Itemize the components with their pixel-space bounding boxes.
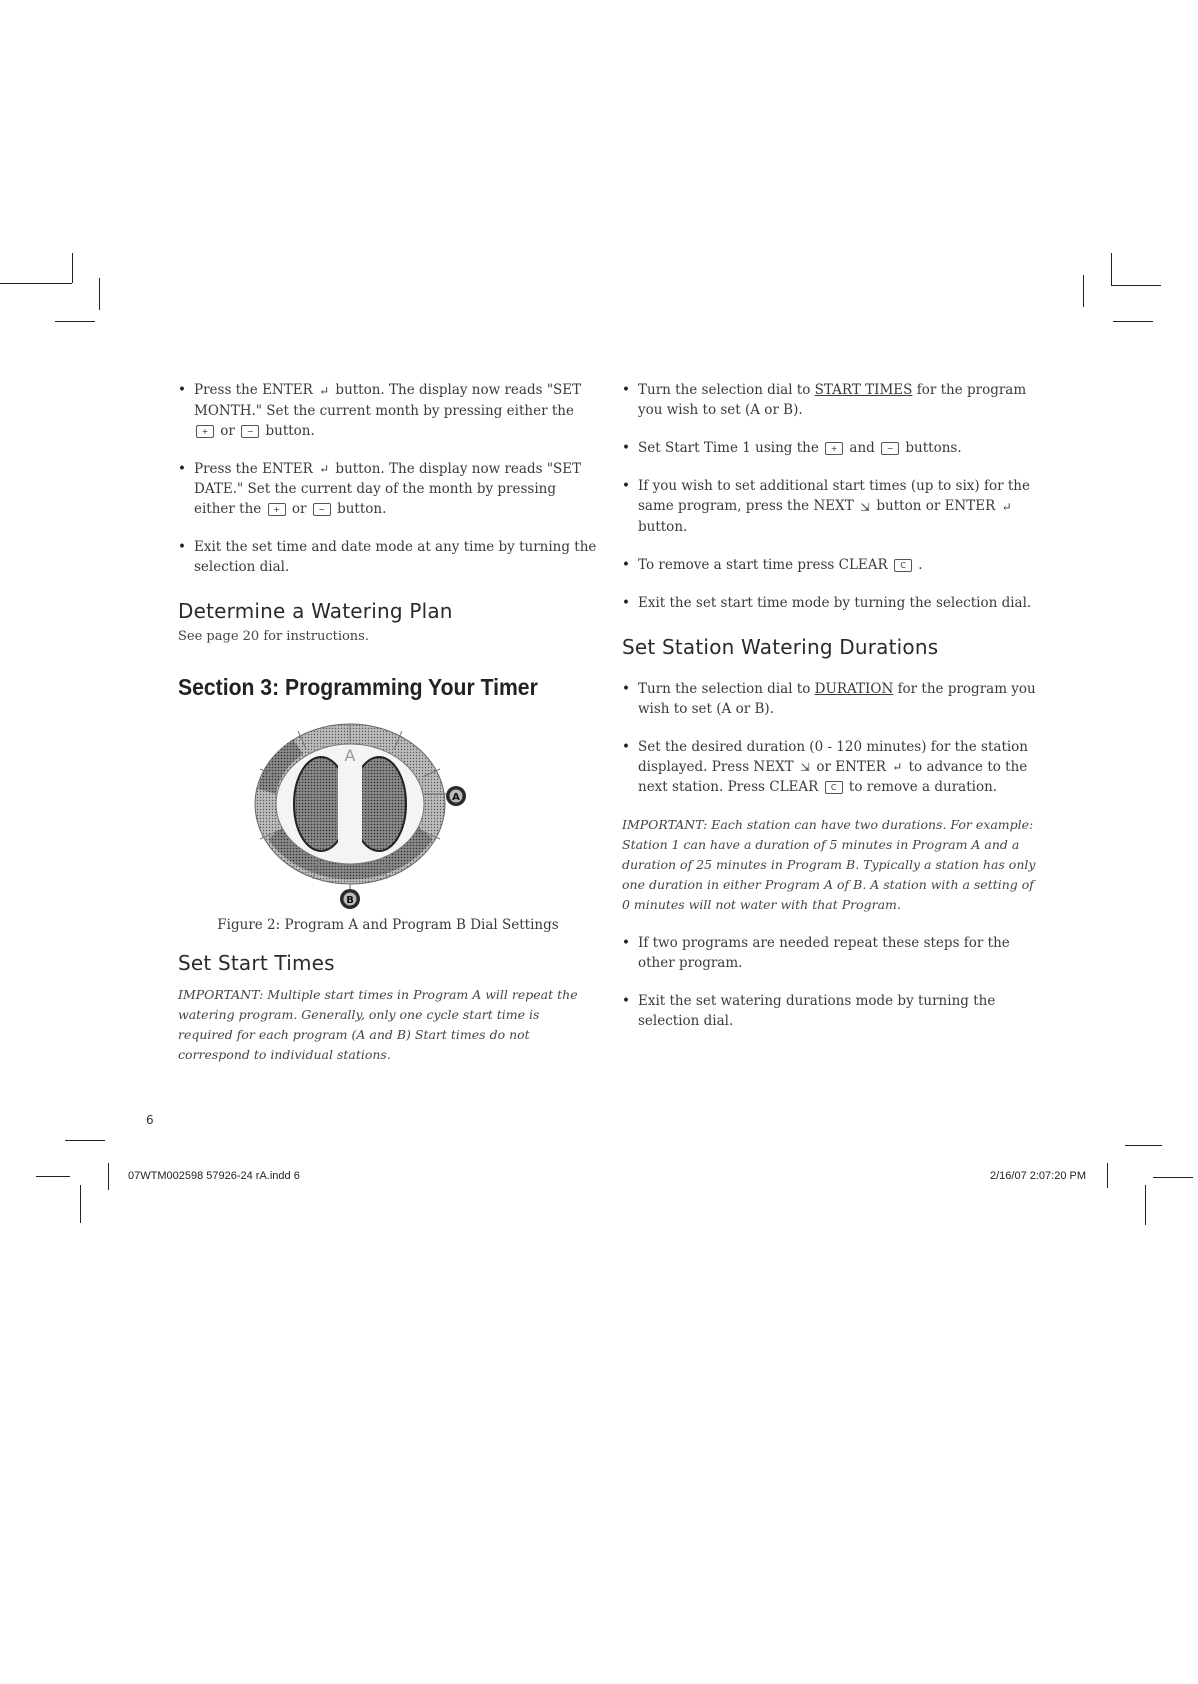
crop-mark-tr-v2 [1083, 275, 1084, 307]
bullet-remove-start [622, 555, 1040, 575]
enter-key-icon: ↵ [892, 760, 903, 774]
crop-mark-bl-h2 [36, 1176, 70, 1177]
bullet-text: Turn the selection dial to [638, 382, 811, 398]
program-a-label: A [452, 792, 460, 803]
bullet-text: and [849, 440, 875, 456]
enter-key-icon: ↵ [319, 462, 330, 476]
crop-mark-br-v [1107, 1163, 1108, 1188]
bullet-text: Turn the selection dial to [638, 680, 811, 697]
crop-mark-tl-v2 [99, 278, 100, 310]
start-times-heading: Set Start Times [178, 951, 335, 975]
bullet-set-month [178, 380, 598, 441]
crop-mark-tl-h2 [55, 321, 95, 322]
minus-key-icon: − [881, 442, 899, 455]
bullet-text: Exit the set time and date mode at any time by turning the selection dial. [194, 539, 597, 575]
plus-key-icon: + [825, 442, 843, 455]
dial-knob [294, 757, 406, 851]
watering-plan-heading: Determine a Watering Plan [178, 599, 453, 623]
durations-important: IMPORTANT: Each station can have two durations. For example: Station 1 can have a duration of 5 minutes in Program A and a duration of 25 minutes in Program B. Typically a station has only one duration in either Program A of B. A station with a setting of 0 minutes will not water with that Program. [622, 817, 1036, 912]
bullet-text: button. The display now reads "SET MONTH." Set the current month by pressing either the [194, 382, 582, 419]
crop-mark-bl-h [65, 1140, 105, 1141]
bullet-text: button. [265, 422, 315, 439]
bullet-text: button. The display now reads "SET DATE." Set the current day of the month by pressing either the [194, 460, 582, 517]
minus-key-icon: − [241, 425, 259, 438]
watering-plan-note: See page 20 for instructions. [178, 629, 369, 644]
crop-mark-bl-v2 [80, 1185, 81, 1223]
next-key-icon: ⇲ [800, 760, 811, 774]
figure-caption: Figure 2: Program A and Program B Dial Settings [217, 917, 559, 933]
crop-mark-tr-h2 [1113, 321, 1153, 322]
bullet-text: button. [638, 518, 688, 535]
bullet-set-duration [622, 737, 1040, 798]
crop-mark-bl-v [108, 1163, 109, 1190]
footer-file-slug: 07WTM002598 57926-24 rA.indd 6 [128, 1170, 300, 1182]
clear-key-icon: C [894, 559, 912, 572]
bullet-text: Exit the set watering durations mode by turning the selection dial. [638, 993, 996, 1029]
bullet-text: Press the ENTER [194, 382, 313, 398]
enter-key-icon: ↵ [1001, 499, 1012, 514]
durations-heading: Set Station Watering Durations [622, 634, 939, 659]
crop-mark-br-v2 [1145, 1185, 1146, 1225]
start-times-dial-label: START TIMES [814, 382, 913, 398]
bullet-turn-dial-duration [622, 679, 1040, 719]
bullet-text: for the program you wish to set (A or B). [638, 382, 1027, 418]
bullet-text: Press the ENTER [194, 460, 313, 477]
program-b-label: B [346, 895, 354, 906]
crop-mark-br-h2 [1153, 1177, 1193, 1178]
bullet-text: . [918, 556, 923, 573]
bullet-additional-start [622, 476, 1040, 537]
bullet-text: button. [337, 501, 387, 517]
clear-key-icon: C [825, 781, 843, 794]
start-time-bullets [622, 380, 1040, 613]
plus-key-icon: + [268, 503, 286, 516]
crop-mark-tl-h [0, 283, 72, 284]
page-number: 6 [146, 1113, 154, 1127]
enter-key-icon: ↵ [319, 383, 330, 398]
bullet-exit-durations [622, 991, 1040, 1031]
duration-bullets-2 [622, 933, 1040, 1031]
bullet-text: for the program you wish to set (A or B). [638, 680, 1036, 717]
bullet-text: Set Start Time 1 using the [638, 440, 819, 456]
next-key-icon: ⇲ [860, 499, 871, 514]
bullet-text: Set the desired duration (0 - 120 minutes) for the station displayed. Press NEXT [638, 738, 1029, 775]
bullet-turn-dial-start [622, 380, 1040, 420]
bullet-text: buttons. [905, 440, 962, 456]
bullet-text: to remove a duration. [848, 779, 998, 795]
crop-mark-tl-v [72, 253, 73, 283]
bullet-text: If two programs are needed repeat these steps for the other program. [638, 935, 1010, 971]
left-column [178, 380, 598, 1083]
start-times-important: IMPORTANT: Multiple start times in Program A will repeat the watering program. Generally, only one cycle start time is required for each program (A and B) Start times do not correspond to individual stations. [178, 987, 578, 1062]
bullet-text: To remove a start time press CLEAR [638, 556, 888, 573]
bullet-text: to advance to the next station. Press CLEAR [638, 758, 1028, 795]
footer-timestamp: 2/16/07 2:07:20 PM [990, 1170, 1087, 1182]
duration-bullets [622, 679, 1040, 798]
date-bullets [178, 380, 598, 577]
bullet-text: or [291, 501, 307, 517]
bullet-text: or [220, 422, 235, 439]
bullet-text: or ENTER [816, 758, 886, 775]
bullet-text: Exit the set start time mode by turning the selection dial. [638, 594, 1032, 611]
crop-mark-tr-v [1111, 253, 1112, 285]
bullet-set-start-time [622, 438, 1040, 458]
bullet-text: If you wish to set additional start times (up to six) for the same program, press the NEXT [638, 478, 1030, 514]
dial-figure [178, 709, 598, 909]
minus-key-icon: − [313, 503, 331, 516]
crop-mark-br-h [1125, 1145, 1162, 1146]
duration-dial-label: DURATION [814, 680, 894, 697]
bullet-exit-time [178, 537, 598, 577]
dial-center-letter: A [344, 746, 356, 765]
bullet-set-date [178, 459, 598, 520]
program-dial-illustration [178, 709, 598, 909]
right-column [622, 380, 1040, 1049]
section-title: Section 3: Programming Your Timer [178, 674, 538, 700]
bullet-text: button or ENTER [876, 498, 996, 514]
bullet-exit-start [622, 593, 1040, 613]
plus-key-icon: + [196, 425, 214, 438]
crop-mark-tr-h [1111, 285, 1161, 286]
bullet-two-programs [622, 933, 1040, 973]
